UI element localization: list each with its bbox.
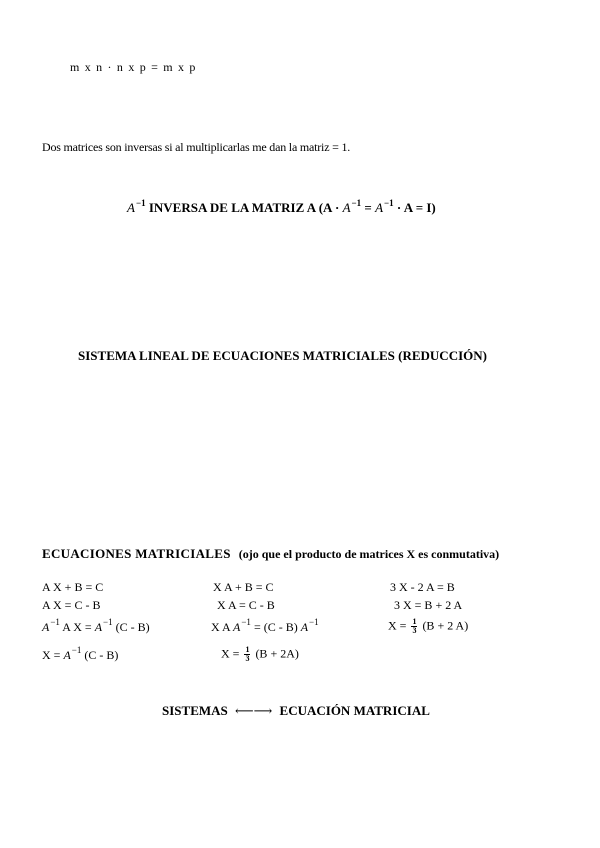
col2-row2: X A = C - B xyxy=(217,598,275,612)
col2-row4-start: X = xyxy=(221,646,243,661)
col1-row3-mid: A X = xyxy=(59,620,95,634)
col1-row4-end: (C - B) xyxy=(81,648,119,662)
sistemas-left-text: SISTEMAS xyxy=(162,703,228,718)
col2-row4 xyxy=(221,646,299,663)
one-third-fraction xyxy=(411,618,417,635)
one-third-fraction xyxy=(244,646,250,663)
matrix-a-symbol: A xyxy=(42,620,50,634)
matrix-a-symbol: A xyxy=(127,200,135,215)
inverse-exponent: −1 xyxy=(384,198,394,208)
matrix-a-symbol: A xyxy=(342,200,351,215)
sistemas-right-text: ECUACIÓN MATRICIAL xyxy=(279,703,430,718)
inverse-exponent: −1 xyxy=(71,645,82,655)
col1-row3-end: (C - B) xyxy=(112,620,150,634)
sistemas-heading xyxy=(162,703,430,719)
col1-row1: A X + B = C xyxy=(42,580,104,594)
dimension-formula: m x n · n x p = m x p xyxy=(70,60,197,74)
fraction-numerator: 1 xyxy=(412,617,417,626)
inverse-heading xyxy=(127,200,436,216)
fraction-denominator: 3 xyxy=(412,626,417,635)
col1-row2: A X = C - B xyxy=(42,598,101,612)
matrix-equations-heading xyxy=(42,545,499,563)
col3-row3-start: X = xyxy=(388,618,410,633)
double-arrow-icon: ⟵⟶ xyxy=(235,703,273,718)
inverse-exponent: −1 xyxy=(103,617,113,627)
col1-row4 xyxy=(42,645,119,663)
col2-row4-end: (B + 2A) xyxy=(252,646,299,661)
col2-row3-mid: = (C - B) xyxy=(250,620,301,634)
inverse-exponent: −1 xyxy=(135,198,146,208)
inverse-heading-text: INVERSA DE LA MATRIZ A (A · xyxy=(145,200,343,215)
inverse-exponent: −1 xyxy=(241,617,251,627)
fraction-denominator: 3 xyxy=(245,654,250,663)
matrix-equations-title: ECUACIONES MATRICIALES xyxy=(42,546,231,561)
col1-row4-start: X = xyxy=(42,648,64,662)
matrix-equations-note: (ojo que el producto de matrices X es conmutativa) xyxy=(238,547,500,561)
equals-sign: = xyxy=(361,200,376,215)
col2-row1: X A + B = C xyxy=(213,580,274,594)
system-heading: SISTEMA LINEAL DE ECUACIONES MATRICIALES (REDUCCIÓN) xyxy=(78,348,487,363)
matrix-a-symbol: A xyxy=(300,620,309,634)
matrix-a-symbol: A xyxy=(94,620,103,634)
inverse-definition: Dos matrices son inversas si al multiplicarlas me dan la matriz = 1. xyxy=(42,140,351,154)
matrix-a-symbol: A xyxy=(233,620,241,634)
inverse-exponent: −1 xyxy=(50,617,60,627)
col3-row3-end: (B + 2 A) xyxy=(419,618,469,633)
matrix-a-symbol: A xyxy=(375,200,384,215)
inverse-exponent: −1 xyxy=(309,617,319,627)
fraction-numerator: 1 xyxy=(245,645,250,654)
col2-row3-start: X A xyxy=(211,620,234,634)
identity-result: · A = I) xyxy=(393,200,436,215)
col3-row3 xyxy=(388,618,468,635)
col3-row2: 3 X = B + 2 A xyxy=(394,598,463,612)
matrix-a-symbol: A xyxy=(63,648,71,662)
inverse-exponent: −1 xyxy=(351,198,362,208)
col1-row3 xyxy=(42,617,150,635)
col2-row3 xyxy=(211,617,319,635)
col3-row1: 3 X - 2 A = B xyxy=(390,580,455,594)
